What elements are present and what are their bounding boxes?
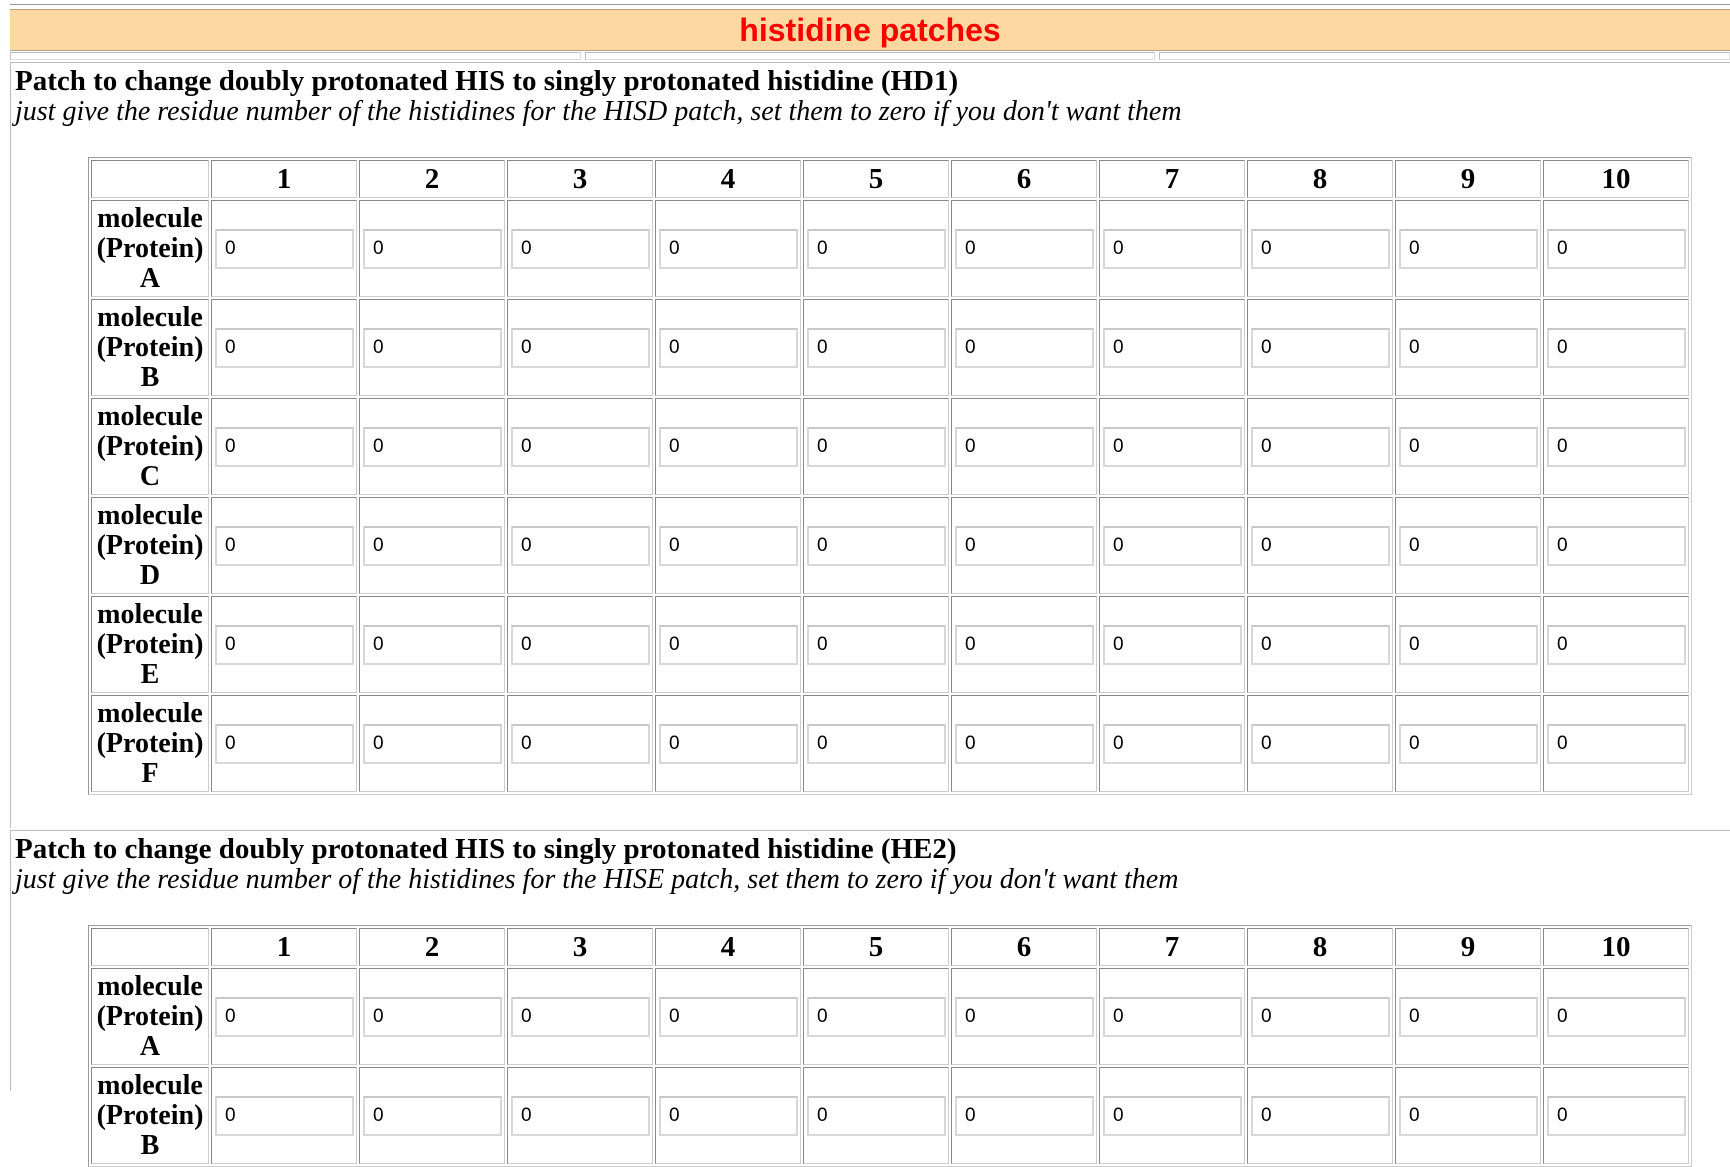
table-cell <box>1247 968 1393 1065</box>
table-cell <box>803 596 949 693</box>
table-cell <box>951 299 1097 396</box>
table-cell <box>1543 695 1689 792</box>
table-row <box>91 695 1689 792</box>
row-header-line1: molecule <box>97 970 203 1002</box>
residue-number-input[interactable] <box>1547 997 1686 1037</box>
hisd-section-description: just give the residue number of the histidines for the HISD patch, set them to zero if you don't want them <box>15 96 1182 127</box>
column-header-4: 4 <box>655 160 801 198</box>
residue-number-input[interactable] <box>1399 625 1538 665</box>
table-cell <box>951 497 1097 594</box>
column-header-9: 9 <box>1395 928 1541 966</box>
residue-number-input[interactable] <box>511 625 650 665</box>
table-cell <box>507 695 653 792</box>
row-header-line1: molecule <box>97 598 203 630</box>
row-header <box>91 299 209 396</box>
residue-number-input[interactable] <box>659 229 798 269</box>
residue-number-input[interactable] <box>955 526 1094 566</box>
table-row <box>91 200 1689 297</box>
row-header <box>91 1067 209 1164</box>
residue-number-input[interactable] <box>807 1096 946 1136</box>
residue-number-input[interactable] <box>807 526 946 566</box>
hise-section-description: just give the residue number of the histidines for the HISE patch, set them to zero if you don't want them <box>15 864 1179 895</box>
table-cell <box>803 497 949 594</box>
table-cell <box>359 1067 505 1164</box>
row-header-line1: molecule <box>97 499 203 531</box>
table-row <box>91 968 1689 1065</box>
hise-residue-table <box>88 925 1692 1167</box>
residue-number-input[interactable] <box>955 724 1094 764</box>
residue-number-input[interactable] <box>1399 427 1538 467</box>
row-header-line2: (Protein) <box>96 430 204 462</box>
residue-number-input[interactable] <box>363 526 502 566</box>
column-header-5: 5 <box>803 160 949 198</box>
residue-number-input[interactable] <box>1547 229 1686 269</box>
table-row <box>91 1067 1689 1164</box>
table-cell <box>1099 497 1245 594</box>
residue-number-input[interactable] <box>1399 328 1538 368</box>
table-cell <box>507 200 653 297</box>
row-header-line2: (Protein) <box>96 232 204 264</box>
table-cell <box>1247 695 1393 792</box>
table-cell <box>359 398 505 495</box>
residue-number-input[interactable] <box>215 997 354 1037</box>
table-cell <box>1543 1067 1689 1164</box>
residue-number-input[interactable] <box>363 997 502 1037</box>
residue-number-input[interactable] <box>1547 427 1686 467</box>
residue-number-input[interactable] <box>363 724 502 764</box>
table-cell <box>1543 299 1689 396</box>
table-cell <box>1395 497 1541 594</box>
table-cell <box>211 695 357 792</box>
residue-number-input[interactable] <box>215 328 354 368</box>
residue-number-input[interactable] <box>659 724 798 764</box>
table-cell <box>1395 596 1541 693</box>
residue-number-input[interactable] <box>511 724 650 764</box>
row-header-line2: (Protein) <box>96 529 204 561</box>
page-title-banner: histidine patches <box>10 9 1730 51</box>
row-header-line3: C <box>139 460 161 492</box>
residue-number-input[interactable] <box>1251 997 1390 1037</box>
table-cell <box>1099 299 1245 396</box>
table-cell <box>1099 695 1245 792</box>
table-cell <box>803 299 949 396</box>
row-header-line3: E <box>140 658 160 690</box>
table-cell <box>655 968 801 1065</box>
residue-number-input[interactable] <box>955 625 1094 665</box>
column-header-4: 4 <box>655 928 801 966</box>
table-cell <box>1543 596 1689 693</box>
table-cell <box>1543 398 1689 495</box>
table-cell <box>803 695 949 792</box>
column-header-2: 2 <box>359 928 505 966</box>
residue-number-input[interactable] <box>807 229 946 269</box>
table-row <box>91 596 1689 693</box>
residue-number-input[interactable] <box>511 427 650 467</box>
row-header <box>91 596 209 693</box>
row-header-line2: (Protein) <box>96 1000 204 1032</box>
table-cell <box>507 497 653 594</box>
row-header <box>91 968 209 1065</box>
residue-number-input[interactable] <box>1103 427 1242 467</box>
residue-number-input[interactable] <box>659 427 798 467</box>
residue-number-input[interactable] <box>1251 229 1390 269</box>
table-row <box>91 398 1689 495</box>
residue-number-input[interactable] <box>511 1096 650 1136</box>
residue-number-input[interactable] <box>215 625 354 665</box>
residue-number-input[interactable] <box>807 427 946 467</box>
table-cell <box>211 200 357 297</box>
column-header-7: 7 <box>1099 160 1245 198</box>
table-cell <box>1395 695 1541 792</box>
table-cell <box>655 497 801 594</box>
residue-number-input[interactable] <box>1547 328 1686 368</box>
column-header-10: 10 <box>1543 160 1689 198</box>
residue-number-input[interactable] <box>1103 997 1242 1037</box>
column-header-9: 9 <box>1395 160 1541 198</box>
residue-number-input[interactable] <box>1399 526 1538 566</box>
table-cell <box>1247 596 1393 693</box>
table-cell <box>1395 398 1541 495</box>
residue-number-input[interactable] <box>807 625 946 665</box>
table-cell <box>1247 299 1393 396</box>
residue-number-input[interactable] <box>1103 328 1242 368</box>
table-cell <box>1247 497 1393 594</box>
column-header-1: 1 <box>211 160 357 198</box>
residue-number-input[interactable] <box>363 328 502 368</box>
table-cell <box>951 596 1097 693</box>
table-cell <box>507 299 653 396</box>
hisd-patch-section <box>10 62 1730 828</box>
table-cell <box>655 1067 801 1164</box>
residue-number-input[interactable] <box>1547 724 1686 764</box>
residue-number-input[interactable] <box>1251 526 1390 566</box>
residue-number-input[interactable] <box>215 1096 354 1136</box>
row-header <box>91 497 209 594</box>
table-cell <box>359 695 505 792</box>
residue-number-input[interactable] <box>363 427 502 467</box>
table-cell <box>951 695 1097 792</box>
row-header-line2: (Protein) <box>96 1099 204 1131</box>
column-header-8: 8 <box>1247 928 1393 966</box>
residue-number-input[interactable] <box>955 328 1094 368</box>
residue-number-input[interactable] <box>659 1096 798 1136</box>
row-header-line3: A <box>139 1030 161 1062</box>
table-cell <box>1247 200 1393 297</box>
table-cell <box>211 596 357 693</box>
residue-number-input[interactable] <box>1399 229 1538 269</box>
residue-number-input[interactable] <box>807 328 946 368</box>
residue-number-input[interactable] <box>1547 625 1686 665</box>
residue-number-input[interactable] <box>1251 724 1390 764</box>
table-cell <box>1099 968 1245 1065</box>
residue-number-input[interactable] <box>659 328 798 368</box>
hisd-residue-table <box>88 157 1692 795</box>
column-header-8: 8 <box>1247 160 1393 198</box>
residue-number-input[interactable] <box>1547 526 1686 566</box>
row-header-line1: molecule <box>97 202 203 234</box>
table-cell <box>211 968 357 1065</box>
row-header-line1: molecule <box>97 1069 203 1101</box>
table-cell <box>951 398 1097 495</box>
header-row <box>91 160 1689 198</box>
row-header <box>91 200 209 297</box>
separator-row <box>10 52 1730 60</box>
residue-number-input[interactable] <box>807 997 946 1037</box>
residue-number-input[interactable] <box>363 1096 502 1136</box>
table-cell <box>211 299 357 396</box>
residue-number-input[interactable] <box>1103 1096 1242 1136</box>
table-cell <box>1099 1067 1245 1164</box>
row-header-line3: B <box>140 361 160 393</box>
table-cell <box>655 695 801 792</box>
row-header-line1: molecule <box>97 697 203 729</box>
table-cell <box>951 200 1097 297</box>
table-cell <box>507 1067 653 1164</box>
table-cell <box>507 398 653 495</box>
row-header-line2: (Protein) <box>96 628 204 660</box>
column-header-3: 3 <box>507 928 653 966</box>
residue-number-input[interactable] <box>1251 625 1390 665</box>
table-cell <box>803 398 949 495</box>
row-header-line3: B <box>140 1129 160 1161</box>
table-cell <box>951 968 1097 1065</box>
table-cell <box>1099 200 1245 297</box>
residue-number-input[interactable] <box>1399 997 1538 1037</box>
residue-number-input[interactable] <box>1103 724 1242 764</box>
column-header-3: 3 <box>507 160 653 198</box>
table-cell <box>211 1067 357 1164</box>
residue-number-input[interactable] <box>511 328 650 368</box>
residue-number-input[interactable] <box>659 625 798 665</box>
residue-number-input[interactable] <box>955 997 1094 1037</box>
table-cell <box>211 398 357 495</box>
table-cell <box>1543 200 1689 297</box>
residue-number-input[interactable] <box>215 229 354 269</box>
column-header-10: 10 <box>1543 928 1689 966</box>
column-header-6: 6 <box>951 928 1097 966</box>
top-rule <box>10 4 1730 5</box>
row-header-line3: F <box>141 757 159 789</box>
table-cell <box>359 299 505 396</box>
table-cell <box>1247 398 1393 495</box>
table-cell <box>803 200 949 297</box>
corner-cell <box>91 160 209 198</box>
table-cell <box>1543 968 1689 1065</box>
residue-number-input[interactable] <box>1547 1096 1686 1136</box>
table-cell <box>359 497 505 594</box>
row-header-line2: (Protein) <box>96 727 204 759</box>
table-cell <box>655 299 801 396</box>
row-header-line2: (Protein) <box>96 331 204 363</box>
column-header-5: 5 <box>803 928 949 966</box>
hisd-section-title: Patch to change doubly protonated HIS to singly protonated histidine (HD1) <box>15 65 959 97</box>
table-cell <box>1099 398 1245 495</box>
residue-number-input[interactable] <box>1251 427 1390 467</box>
table-row <box>91 299 1689 396</box>
column-header-6: 6 <box>951 160 1097 198</box>
table-cell <box>1395 1067 1541 1164</box>
residue-number-input[interactable] <box>363 229 502 269</box>
hise-section-title: Patch to change doubly protonated HIS to singly protonated histidine (HE2) <box>15 833 957 865</box>
corner-cell <box>91 928 209 966</box>
row-header <box>91 695 209 792</box>
table-cell <box>1543 497 1689 594</box>
residue-number-input[interactable] <box>659 997 798 1037</box>
table-cell <box>655 200 801 297</box>
column-header-7: 7 <box>1099 928 1245 966</box>
residue-number-input[interactable] <box>511 229 650 269</box>
row-header-line3: A <box>139 262 161 294</box>
residue-number-input[interactable] <box>955 427 1094 467</box>
hise-patch-section <box>10 830 1730 1161</box>
table-cell <box>1247 1067 1393 1164</box>
residue-number-input[interactable] <box>955 1096 1094 1136</box>
table-cell <box>951 1067 1097 1164</box>
residue-number-input[interactable] <box>1399 724 1538 764</box>
table-cell <box>359 596 505 693</box>
row-header <box>91 398 209 495</box>
table-cell <box>1099 596 1245 693</box>
residue-number-input[interactable] <box>955 229 1094 269</box>
residue-number-input[interactable] <box>659 526 798 566</box>
table-cell <box>803 968 949 1065</box>
residue-number-input[interactable] <box>1103 229 1242 269</box>
row-header-line3: D <box>139 559 161 591</box>
residue-number-input[interactable] <box>807 724 946 764</box>
table-cell <box>1395 200 1541 297</box>
table-cell <box>655 596 801 693</box>
column-header-2: 2 <box>359 160 505 198</box>
residue-number-input[interactable] <box>215 526 354 566</box>
residue-number-input[interactable] <box>1399 1096 1538 1136</box>
header-row <box>91 928 1689 966</box>
residue-number-input[interactable] <box>511 526 650 566</box>
residue-number-input[interactable] <box>215 427 354 467</box>
residue-number-input[interactable] <box>215 724 354 764</box>
residue-number-input[interactable] <box>1251 1096 1390 1136</box>
table-cell <box>507 596 653 693</box>
row-header-line1: molecule <box>97 301 203 333</box>
table-cell <box>655 398 801 495</box>
table-cell <box>803 1067 949 1164</box>
residue-number-input[interactable] <box>1251 328 1390 368</box>
residue-number-input[interactable] <box>363 625 502 665</box>
residue-number-input[interactable] <box>511 997 650 1037</box>
table-cell <box>1395 299 1541 396</box>
table-cell <box>1395 968 1541 1065</box>
residue-number-input[interactable] <box>1103 526 1242 566</box>
row-header-line1: molecule <box>97 400 203 432</box>
table-cell <box>359 200 505 297</box>
table-cell <box>211 497 357 594</box>
table-cell <box>507 968 653 1065</box>
column-header-1: 1 <box>211 928 357 966</box>
table-row <box>91 497 1689 594</box>
residue-number-input[interactable] <box>1103 625 1242 665</box>
table-cell <box>359 968 505 1065</box>
